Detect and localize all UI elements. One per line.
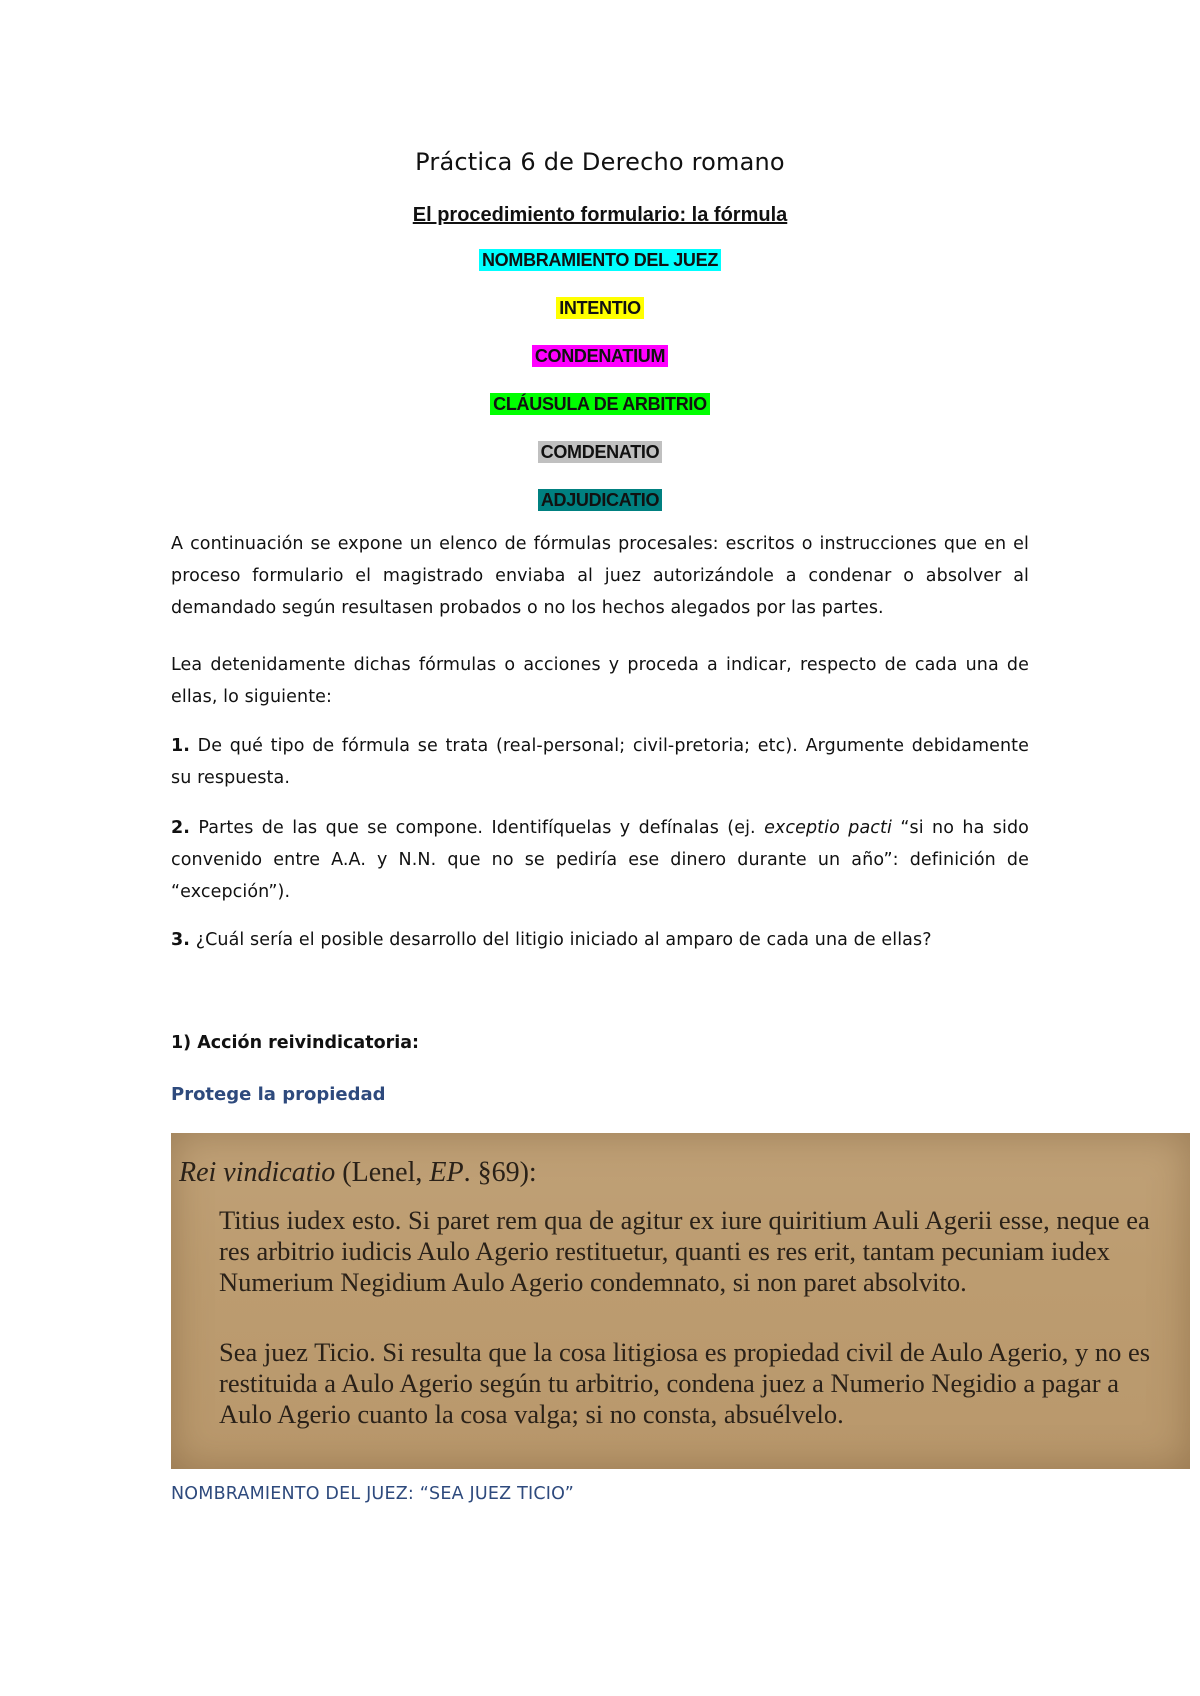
question-number: 2. (171, 818, 191, 838)
question-2 (171, 812, 1029, 908)
photo-title-text: (Lenel, (335, 1157, 430, 1188)
document-title: Práctica 6 de Derecho romano (415, 148, 785, 176)
legend-item-nombramiento (0, 250, 1200, 271)
photo-title (179, 1157, 537, 1189)
question-italic-term: exceptio pacti (764, 818, 892, 838)
instruction-paragraph: Lea detenidamente dichas fórmulas o acciones y proceda a indicar, respecto de cada una de ellas, lo siguiente: (171, 655, 1029, 707)
photo-title-ep: EP (429, 1157, 464, 1188)
legend-item-clausula-arbitrio (0, 394, 1200, 415)
question-text: “si no ha sido convenido entre A.A. y N.N. que no se pediría ese dinero durante un año”: definición de “excepción”). (171, 818, 1029, 902)
legend-label: COMDENATIO (538, 441, 663, 463)
document-subtitle: El procedimiento formulario: la fórmula (412, 204, 788, 226)
photo-title-end: . §69): (463, 1157, 537, 1188)
photo-spanish-text: Sea juez Ticio. Si resulta que la cosa litigiosa es propiedad civil de Aulo Agerio, y no es restituida a Aulo Agerio según tu arbitrio, condena juez a Numerio Negidio a pagar a Aulo Agerio cuanto la cosa valga; si no consta, absuélvelo. (219, 1337, 1151, 1429)
legend-label: NOMBRAMIENTO DEL JUEZ (479, 249, 721, 271)
question-text: ¿Cuál sería el posible desarrollo del litigio iniciado al amparo de cada una de ellas? (190, 930, 932, 950)
section-heading: 1) Acción reivindicatoria: (171, 1033, 420, 1053)
question-3 (171, 924, 1029, 956)
question-text: De qué tipo de fórmula se trata (real-personal; civil-pretoria; etc). Argumente debidamente su respuesta. (171, 736, 1029, 788)
question-text: Partes de las que se compone. Identifíquelas y defínalas (ej. (190, 818, 765, 838)
legend-item-comdenatio (0, 442, 1200, 463)
question-1 (171, 730, 1029, 794)
question-number: 3. (171, 930, 191, 950)
legend-label: CONDENATIUM (532, 345, 668, 367)
legend-item-condenatium (0, 346, 1200, 367)
formula-photo (171, 1133, 1190, 1469)
photo-latin-text: Titius iudex esto. Si paret rem qua de agitur ex iure quiritium Auli Agerii esse, neque ea res arbitrio iudicis Aulo Agerio restituetur, quanti es res erit, tantam pecuniam iudex Numerium Negidium Aulo Agerio condemnato, si non paret absolvito. (219, 1205, 1150, 1297)
photo-caption: NOMBRAMIENTO DEL JUEZ: “SEA JUEZ TICIO” (171, 1484, 575, 1504)
photo-title-italic: Rei vindicatio (179, 1157, 336, 1188)
intro-paragraph: A continuación se expone un elenco de fórmulas procesales: escritos o instrucciones que en el proceso formulario el magistrado enviaba al juez autorizándole a condenar o absolver al demandado según resultasen probados o no los hechos alegados por las partes. (171, 534, 1029, 618)
legend-item-intentio (0, 298, 1200, 319)
question-number: 1. (171, 736, 191, 756)
section-subheading: Protege la propiedad (171, 1084, 386, 1105)
legend-item-adjudicatio (0, 490, 1200, 511)
legend-label: CLÁUSULA DE ARBITRIO (490, 393, 710, 415)
legend-label: ADJUDICATIO (538, 489, 662, 511)
legend-label: INTENTIO (556, 297, 644, 319)
